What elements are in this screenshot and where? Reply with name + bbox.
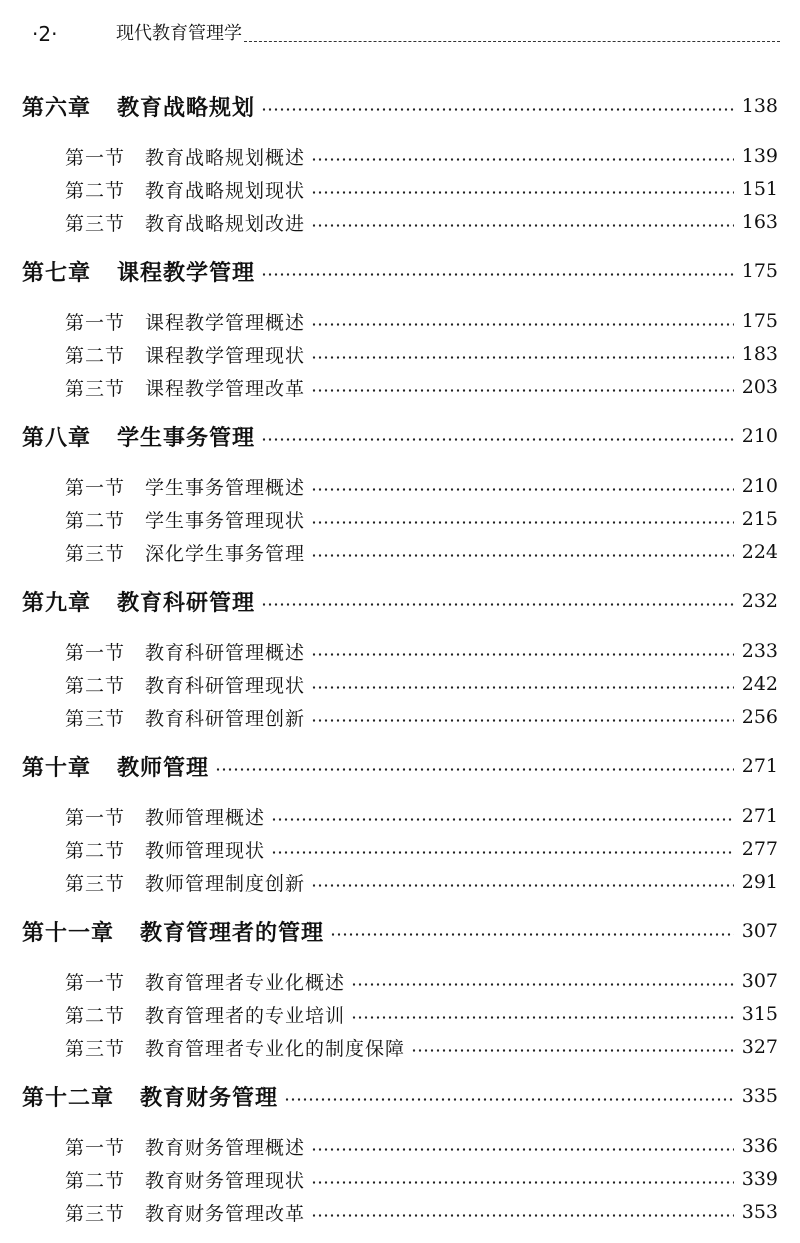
section-entry[interactable] — [65, 503, 778, 535]
section-entry[interactable] — [65, 206, 778, 238]
section-entry[interactable] — [65, 833, 778, 865]
section-entry[interactable] — [65, 1196, 778, 1228]
chapter-page-number: 335 — [741, 1085, 778, 1107]
chapter-block — [0, 82, 800, 247]
chapter-page-number: 175 — [741, 260, 778, 282]
section-label: 第一节 — [65, 311, 126, 334]
dot-leader — [284, 1098, 734, 1101]
section-page-number: 339 — [741, 1168, 778, 1190]
section-page-number: 151 — [741, 178, 778, 200]
section-label: 第二节 — [65, 344, 126, 367]
section-label: 第二节 — [65, 839, 126, 862]
chapter-page-number: 271 — [741, 755, 778, 777]
section-entry[interactable] — [65, 536, 778, 568]
section-page-number: 242 — [741, 673, 778, 695]
book-title: 现代教育管理学 — [116, 23, 242, 44]
dot-leader — [351, 1016, 734, 1019]
chapter-page-number: 307 — [741, 920, 778, 942]
section-page-number: 271 — [741, 805, 778, 827]
section-title: 课程教学管理现状 — [145, 344, 306, 367]
section-page-number: 327 — [741, 1036, 778, 1058]
dot-leader — [311, 224, 734, 227]
section-title: 教育科研管理创新 — [145, 707, 306, 730]
chapter-label: 第十二章 — [22, 1085, 115, 1111]
section-label: 第三节 — [65, 212, 126, 235]
dot-leader — [311, 389, 734, 392]
dot-leader — [261, 273, 734, 276]
section-title: 教育财务管理现状 — [145, 1169, 306, 1192]
section-page-number: 315 — [741, 1003, 778, 1025]
section-title: 教育财务管理改革 — [145, 1202, 306, 1225]
chapter-block — [0, 742, 800, 907]
chapter-title: 教育财务管理 — [140, 1085, 279, 1111]
dot-leader — [311, 191, 734, 194]
section-page-number: 139 — [741, 145, 778, 167]
section-page-number: 224 — [741, 541, 778, 563]
chapter-block — [0, 412, 800, 577]
section-entry[interactable] — [65, 800, 778, 832]
section-label: 第三节 — [65, 377, 126, 400]
section-entry[interactable] — [65, 470, 778, 502]
section-entry[interactable] — [65, 305, 778, 337]
section-label: 第三节 — [65, 1037, 126, 1060]
section-page-number: 291 — [741, 871, 778, 893]
section-title: 深化学生事务管理 — [145, 542, 306, 565]
section-label: 第一节 — [65, 971, 126, 994]
section-entry[interactable] — [65, 173, 778, 205]
section-label: 第三节 — [65, 1202, 126, 1225]
chapter-entry[interactable] — [22, 585, 778, 617]
section-page-number: 175 — [741, 310, 778, 332]
section-title: 教育战略规划概述 — [145, 146, 306, 169]
section-label: 第三节 — [65, 542, 126, 565]
chapter-entry[interactable] — [22, 90, 778, 122]
chapter-block — [0, 1072, 800, 1237]
section-title: 教师管理概述 — [145, 806, 266, 829]
section-page-number: 353 — [741, 1201, 778, 1223]
chapter-page-number: 138 — [741, 95, 778, 117]
section-entry[interactable] — [65, 338, 778, 370]
section-title: 教育管理者专业化概述 — [145, 971, 346, 994]
section-page-number: 307 — [741, 970, 778, 992]
chapter-title: 教育科研管理 — [117, 590, 256, 616]
section-page-number: 336 — [741, 1135, 778, 1157]
section-title: 教育科研管理概述 — [145, 641, 306, 664]
chapter-entry[interactable] — [22, 420, 778, 452]
section-label: 第一节 — [65, 641, 126, 664]
section-label: 第一节 — [65, 476, 126, 499]
section-label: 第一节 — [65, 146, 126, 169]
dot-leader — [311, 158, 734, 161]
section-title: 教育战略规划改进 — [145, 212, 306, 235]
section-entry[interactable] — [65, 635, 778, 667]
dot-leader — [411, 1049, 734, 1052]
dot-leader — [261, 108, 734, 111]
dot-leader — [311, 1181, 734, 1184]
page-number: ·2· — [32, 22, 58, 46]
section-page-number: 210 — [741, 475, 778, 497]
section-label: 第一节 — [65, 806, 126, 829]
dot-leader — [261, 438, 734, 441]
chapter-page-number: 210 — [741, 425, 778, 447]
section-label: 第二节 — [65, 1004, 126, 1027]
section-page-number: 277 — [741, 838, 778, 860]
section-title: 教师管理现状 — [145, 839, 266, 862]
dot-leader — [271, 818, 734, 821]
dot-leader — [311, 686, 734, 689]
chapter-title: 教育战略规划 — [117, 95, 256, 121]
chapter-entry[interactable] — [22, 1080, 778, 1112]
dot-leader — [311, 1148, 734, 1151]
chapter-title: 学生事务管理 — [117, 425, 256, 451]
section-entry[interactable] — [65, 1130, 778, 1162]
section-label: 第一节 — [65, 1136, 126, 1159]
chapter-block — [0, 577, 800, 742]
section-title: 学生事务管理现状 — [145, 509, 306, 532]
chapter-label: 第七章 — [22, 260, 92, 286]
chapter-title: 教师管理 — [117, 755, 210, 781]
section-page-number: 215 — [741, 508, 778, 530]
section-entry[interactable] — [65, 668, 778, 700]
dot-leader — [311, 521, 734, 524]
chapter-page-number: 232 — [741, 590, 778, 612]
dot-leader — [271, 851, 734, 854]
dot-leader — [215, 768, 734, 771]
section-page-number: 183 — [741, 343, 778, 365]
section-page-number: 163 — [741, 211, 778, 233]
section-entry[interactable] — [65, 965, 778, 997]
chapter-entry[interactable] — [22, 255, 778, 287]
section-title: 学生事务管理概述 — [145, 476, 306, 499]
section-label: 第二节 — [65, 509, 126, 532]
section-label: 第二节 — [65, 179, 126, 202]
chapter-label: 第八章 — [22, 425, 92, 451]
section-title: 教师管理制度创新 — [145, 872, 306, 895]
chapter-title: 课程教学管理 — [117, 260, 256, 286]
section-label: 第三节 — [65, 872, 126, 895]
page-header — [32, 16, 780, 48]
chapter-entry[interactable] — [22, 915, 778, 947]
section-entry[interactable] — [65, 1031, 778, 1063]
chapter-label: 第六章 — [22, 95, 92, 121]
section-title: 教育科研管理现状 — [145, 674, 306, 697]
dot-leader — [311, 884, 734, 887]
section-page-number: 256 — [741, 706, 778, 728]
chapter-title: 教育管理者的管理 — [140, 920, 325, 946]
dot-leader — [351, 983, 734, 986]
chapter-entry[interactable] — [22, 750, 778, 782]
section-entry[interactable] — [65, 1163, 778, 1195]
chapter-block — [0, 247, 800, 412]
section-title: 教育管理者专业化的制度保障 — [145, 1037, 406, 1060]
section-title: 教育财务管理概述 — [145, 1136, 306, 1159]
chapter-label: 第十章 — [22, 755, 92, 781]
chapter-block — [0, 907, 800, 1072]
header-dashed-rule — [244, 41, 780, 42]
section-label: 第三节 — [65, 707, 126, 730]
dot-leader — [330, 933, 734, 936]
section-entry[interactable] — [65, 371, 778, 403]
dot-leader — [311, 488, 734, 491]
dot-leader — [311, 554, 734, 557]
dot-leader — [311, 719, 734, 722]
chapter-label: 第九章 — [22, 590, 92, 616]
chapter-label: 第十一章 — [22, 920, 115, 946]
dot-leader — [311, 323, 734, 326]
section-title: 教育管理者的专业培训 — [145, 1004, 346, 1027]
section-page-number: 203 — [741, 376, 778, 398]
section-title: 课程教学管理概述 — [145, 311, 306, 334]
section-label: 第二节 — [65, 1169, 126, 1192]
section-entry[interactable] — [65, 866, 778, 898]
dot-leader — [261, 603, 734, 606]
section-page-number: 233 — [741, 640, 778, 662]
section-title: 教育战略规划现状 — [145, 179, 306, 202]
section-entry[interactable] — [65, 998, 778, 1030]
section-entry[interactable] — [65, 140, 778, 172]
dot-leader — [311, 356, 734, 359]
section-label: 第二节 — [65, 674, 126, 697]
table-of-contents — [0, 82, 800, 1237]
section-title: 课程教学管理改革 — [145, 377, 306, 400]
dot-leader — [311, 1214, 734, 1217]
dot-leader — [311, 653, 734, 656]
section-entry[interactable] — [65, 701, 778, 733]
